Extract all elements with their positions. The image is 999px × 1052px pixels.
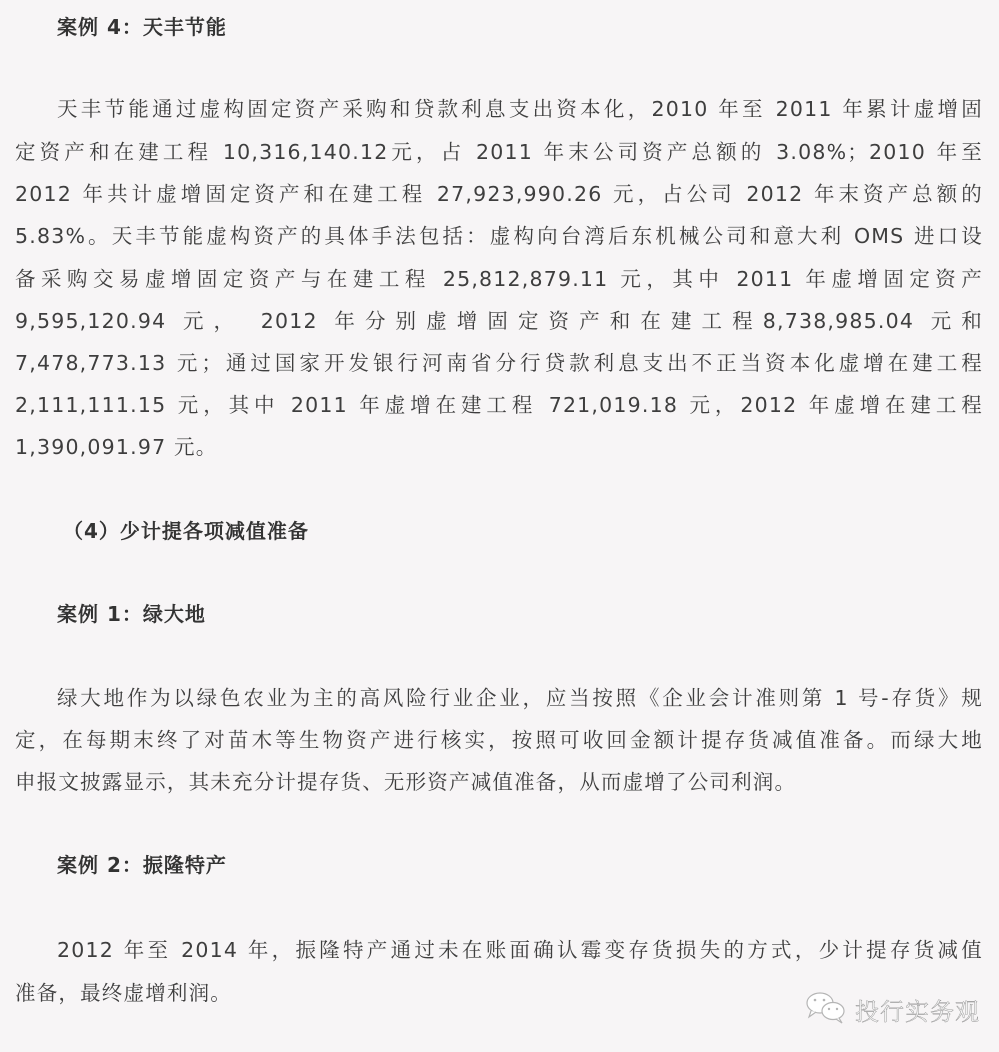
paragraph-line: 2012 年至 2014 年，振隆特产通过未在账面确认霉变存货损失的方式，少计提存货减值 [57,938,983,962]
paragraph-line: 定资产和在建工程 10,316,140.12元，占 2011 年末公司资产总额的 3.08%；2010 年至 [15,140,983,164]
paragraph-line: 申报文披露显示，其未充分计提存货、无形资产减值准备，从而虚增了公司利润。 [15,770,797,794]
paragraph-line: 1,390,091.97 元。 [15,435,218,459]
paragraph-line: 天丰节能通过虚构固定资产采购和贷款利息支出资本化，2010 年至 2011 年累计虚增固 [57,97,983,121]
paragraph-line: 9,595,120.94 元， 2012 年分别虚增固定资产和在建工程8,738,985.04 元和 [15,309,983,333]
paragraph-line: 5.83%。天丰节能虚构资产的具体手法包括：虚构向台湾后东机械公司和意大利 OMS 进口设 [15,224,983,248]
paragraph-line: 2012 年共计虚增固定资产和在建工程 27,923,990.26 元，占公司 2012 年末资产总额的 [15,182,983,206]
wechat-icon [805,990,847,1028]
case-heading-zhenlong: 案例 2：振隆特产 [57,853,227,877]
paragraph-line: 7,478,773.13 元；通过国家开发银行河南省分行贷款利息支出不正当资本化虚增在建工程 [15,351,983,375]
section-heading-impairment: （4）少计提各项减值准备 [63,519,309,543]
watermark-text: 投行实务观 [855,997,980,1026]
paragraph-line: 绿大地作为以绿色农业为主的高风险行业企业，应当按照《企业会计准则第 1 号-存货》规 [57,686,983,710]
paragraph-line: 备采购交易虚增固定资产与在建工程 25,812,879.11 元，其中 2011 年虚增固定资产 [15,267,983,291]
case-heading-tianfeng: 案例 4：天丰节能 [57,15,227,39]
paragraph-line: 2,111,111.15 元，其中 2011 年虚增在建工程 721,019.18 元，2012 年虚增在建工程 [15,393,983,417]
case-heading-lvdadi: 案例 1：绿大地 [57,602,206,626]
paragraph-line: 定，在每期末终了对苗木等生物资产进行核实，按照可收回金额计提存货减值准备。而绿大地 [15,728,983,752]
wechat-watermark [805,990,980,1028]
paragraph-line: 准备，最终虚增利润。 [15,981,232,1005]
